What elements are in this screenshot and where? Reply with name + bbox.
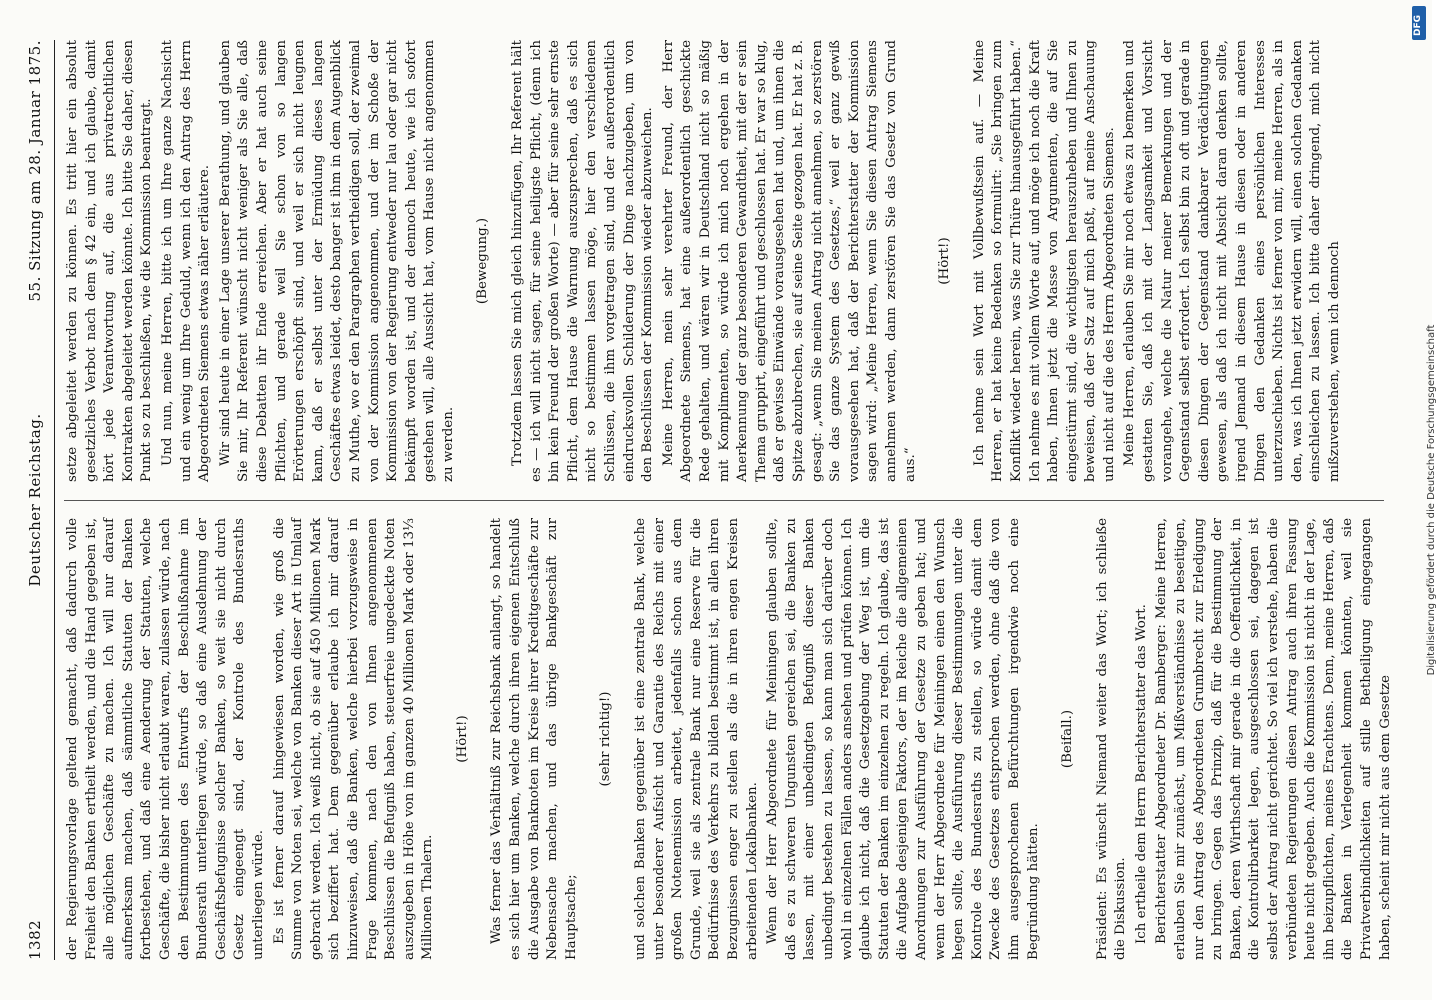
paragraph: Präsident: Es wünscht Niemand weiter das Wort; ich schließe die Diskussion.: [1094, 518, 1129, 960]
column-divider: [64, 500, 1384, 501]
paragraph: Ich nehme sein Wort mit Vollbewußtsein auf. — Meine Herren, er hat keine Bedenken so formulirt: „Sie bringen zum Konflikt wieder herein, was Sie zur Thüre hinausgeführt haben.“ Ich nehme es mit vollem Worte auf, und möge ich noch die Kraft haben, Ihnen jetzt die Masse von Argumenten, die auf Sie eingestürmt sind, die wichtigsten herauszuheben und Ihnen zu beweisen, daß der Satz auf mich paßt, auf meine Anschauung und nicht auf die des Herrn Abgeordneten Siemens.: [971, 40, 1117, 482]
digitization-note: [1410, 40, 1437, 960]
dfg-logo-label: DFG: [1413, 14, 1423, 36]
paragraph: Wenn der Herr Abgeordnete für Meiningen glauben sollte, daß es zu schweren Ungunsten gereichen sei, die Banken zu lassen, mit einer unbedingten Befugniß dieser Banken unbedingt bestehen zu lassen, so kann man sich darüber doch wohl in einzelnen Fällen anders ansehen und prüfen können. Ich glaube ich nicht, daß die Gesetzgebung der Weg ist, um die Statuten der Banken im einzelnen zu regeln. Ich glaube, das ist die Aufgabe desjenigen Faktors, der im Reiche die allgemeinen Anordnungen zur Ausführung der Gesetze zu geben hat; und wenn der Herr Abgeordnete für Meiningen einen den Wunsch hegen sollte, die Ausführung dieser Bestimmungen unter die Kontrole des Bundesraths zu stellen, so würde damit dem Zwecke des Gesetzes entsprochen werden, ohne daß die von ihm ausgesprochenen Befürchtungen irgendwie noch eine Begründung hätten.: [765, 518, 1041, 960]
paragraph: Ich ertheile dem Herrn Berichterstatter das Wort.: [1133, 604, 1149, 944]
paragraph: Was ferner das Verhältniß zur Reichsbank anlangt, so handelt es sich hier um Banken, welche durch ihren eigenen Entschluß die Ausgabe von Banknoten im Kreise ihrer Kreditgeschäfte zur Nebensache machen, und das übrige Bankgeschäft zur Hauptsache;: [489, 518, 579, 960]
paragraph: Und nun, meine Herren, bitte ich um Ihre ganze Nachsicht und ein wenig um Ihre Geduld, wenn ich den Antrag des Herrn Abgeordneten Siemens etwas näher erläutere.: [159, 40, 213, 482]
paragraph: Wir sind heute in einer Lage unserer Berathung, und glauben Sie mir, Ihr Referent wünscht nicht weniger als Sie alle, daß diese Debatten ihr Ende erreichen. Aber er hat auch seine Pflichten, und gerade weil Sie schon von so langen Erörterungen erschöpft sind, und weil er sich nicht leugnen kann, daß er selbst unter der Ermüdung dieses langen Geschäftes etwas leidet, desto banger ist ihm in dem Augenblick zu Muthe, wo er den Paragraphen vertheidigen soll, der zweimal von der Kommission angenommen, und der im Schoße der Kommission von der Regierung entweder nur lau oder gar nicht bekämpft worden ist, und der dennoch heute, wie ich sofort gestehen will, alle Aussicht hat, vom Hause nicht angenommen zu werden.: [217, 40, 456, 482]
text-columns: [64, 40, 1393, 960]
interjection: (Hört!): [937, 237, 953, 285]
paragraph: und solchen Banken gegenüber ist eine zentrale Bank, welche unter besonderer Aufsicht und Garantie des Reichs mit einer großen Notenemission arbeitet, jedenfalls schon aus dem Grunde, weil sie als zentrale Bank nur eine Reserve für die Bedürfnisse des Verkehrs zu bilden bestimmt ist, in allen ihren Bezugnissen enger zu stellen als die in ihren engen Kreisen arbeitenden Lokalbanken.: [633, 518, 760, 960]
paragraph: Trotzdem lassen Sie mich gleich hinzufügen, Ihr Referent hält es — ich will nicht sagen, für seine heiligste Pflicht, (denn ich bin kein Freund der großen Worte) — aber für seine sehr ernste Pflicht, dem Hause die Warnung auszusprechen, daß es sich nicht so bestimmen lassen möge, hier den verschiedenen Schlüssen, die ihm vorgetragen sind, und der außerordentlich eindrucksvollen Schilderung der Dinge nachzugeben, um von den Beschlüssen der Kommission wieder abzuweichen.: [510, 40, 656, 482]
paragraph: der Regierungsvorlage geltend gemacht, daß dadurch volle Freiheit den Banken ertheilt werden, und die Hand gegeben ist, alle möglichen Geschäfte zu machen. Ich will nur darauf aufmerksam machen, daß sämmtliche Statuten der Banken fortbestehen, und daß eine Aenderung der Statuten, welche Geschäfte, die bisher nicht erlaubt waren, zulassen würde, nach den Bestimmungen des Entwurfs der Beschlußnahme im Bundesrath unterliegen würde, so daß eine Ausdehnung der Geschäftsbefugnisse solcher Banken, so weit sie nicht durch Gesetz eingeengt sind, der Kontrole des Bundesraths unterliegen würde.: [65, 518, 266, 960]
paragraph: Es ist ferner darauf hingewiesen worden, wie groß die Summe von Noten sei, welche von Banken dieser Art in Umlauf gebracht werden. Ich weiß nicht, ob sie auf 450 Millionen Mark sich beziffert hat. Dem gegenüber erlaube ich mir darauf hinzuweisen, daß die Banken, welche hierbei vorzugsweise in Frage kommen, nach den von Ihnen angenommenen Beschlüssen die Befugniß haben, steuerfreie ungedeckte Noten auszugeben in Höhe von im ganzen 40 Millionen Mark oder 13⅓ Millionen Thalern.: [271, 518, 436, 960]
interjection: (sehr richtig!): [598, 691, 614, 787]
session-title: 55. Sitzung am 28. Januar 1875.: [26, 40, 44, 302]
dfg-logo-icon: [1412, 6, 1426, 40]
paragraph: Berichterstatter Abgeordneter Dr. Bamberger: Meine Herren, erlauben Sie mir zunächst, um Mißverständnisse zu beseitigen, nur den Antrag des Abgeordneten Grumbrecht zur Erledigung zu bringen. Gegen das Prinzip, daß für die Bestimmung der Banken, deren Wirthschaft mir gerade in die Oeffentlichkeit, in die Kontrolirbarkeit legen, ausgeschlossen sei, dagegen ist selbst der Antrag nicht gerichtet. So viel ich verstehe, haben die verbündeten Regierungen diesen Antrag auch ihren Fassung heute nicht gegeben. Auch die Kommission ist nicht in der Lage, ihn beizupflichten, meines Erachtens. Denn, meine Herren, daß die Banken in Verlegenheit kommen könnten, weil sie Privatverbindlichkeiten auf stille Betheiligung eingegangen haben, scheint mir nicht aus dem Gesetze: [1154, 518, 1393, 960]
column-left: [64, 518, 1393, 960]
interjection: (Hört!): [454, 715, 470, 763]
interjection: (Beifall.): [1060, 709, 1076, 769]
paragraph: setze abgeleitet werden zu können. Es tritt hier ein absolut gesetzliches Verbot nach dem § 42 ein, und ich glaube, damit hört jede Verantwortung auf, die aus privatrechtlichen Kontrakten abgeleitet werden könnte. Ich bitte Sie daher, diesen Punkt so zu beschließen, wie die Kommission beantragt.: [65, 40, 155, 482]
column-right: [64, 40, 1384, 482]
page-number: 1382: [26, 919, 44, 960]
running-header: [16, 40, 55, 960]
paragraph: Meine Herren, mein sehr verehrter Freund, der Herr Abgeordnete Siemens, hat eine außerordentlich geschickte Rede gehalten, und wären wir in Deutschland nicht so mäßig mit Komplimenten, so würde ich mich noch ergehen in der Anerkennung der ganz besonderen Gewandtheit, mit der er sein Thema gruppirt, eingeführt und geschlossen hat. Er war so klug, daß er gewisse Einwände vorausgesehen hat und, um ihnen die Spitze abzubrechen, sie auf seine Seite gezogen hat. Er hat z. B. gesagt: „wenn Sie meinen Antrag nicht annehmen, so zerstören Sie das ganze System des Gesetzes,“ weil er ganz gewiß vorausgesehen hat, daß der Berichterstatter der Kommission sagen wird: „Meine Herren, wenn Sie diesen Antrag Siemens annehmen werden, dann zerstören Sie das Gesetz von Grund aus.“: [660, 40, 918, 482]
rotated-page-content: [16, 20, 1396, 980]
interjection: (Bewegung.): [475, 217, 491, 305]
paragraph: Meine Herren, erlauben Sie mir noch etwas zu bemerken und gestatten Sie, daß ich mit der Langsamkeit und Vorsicht vorangehe, welche die Natur meiner Bemerkungen und der Gegenstand selbst erfordert. Ich selbst bin zu oft und gerade in diesen Dingen der Gegenstand dankbarer Verdächtigungen gewesen, als daß ich nicht mit Absicht daran denken sollte, irgend Jemand in diesem Hause in diesen oder in anderen Dingen den Gedanken eines persönlichen Interesses unterzuschieben. Nichts ist ferner von mir, meine Herren, als in den, was ich Ihnen jetzt erwidern will, einen solchen Gedanken einschleichen zu lassen. Ich bitte daher dringend, mich nicht mißzuverstehen, wenn ich dennoch: [1122, 40, 1342, 482]
publication-title: Deutscher Reichstag.: [26, 413, 44, 587]
digitization-note-text: Digitalisierung gefördert durch die Deutsche Forschungsgemeinschaft: [1426, 324, 1437, 676]
